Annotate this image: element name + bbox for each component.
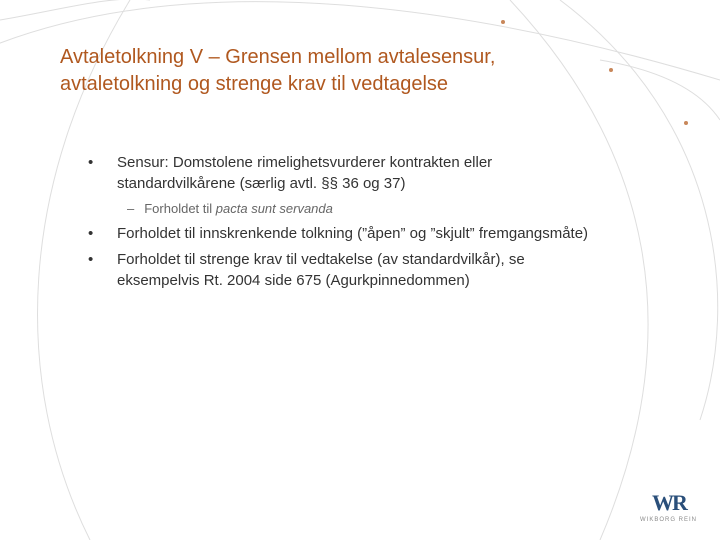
company-logo xyxy=(640,490,710,530)
logo-text: WIKBORG REIN xyxy=(640,517,698,523)
sub-bullet-marker: – xyxy=(127,201,135,216)
decor-dot xyxy=(684,121,688,125)
bullet-marker: • xyxy=(88,251,94,268)
decor-dot xyxy=(501,20,505,24)
bullet-text xyxy=(117,223,588,244)
slide-title xyxy=(60,44,680,98)
bullet-marker: • xyxy=(88,154,94,171)
logo-mark: WR xyxy=(652,490,686,515)
bullet-text xyxy=(117,152,492,194)
bullet-line: Forholdet til strenge krav til vedtakelse (av standardvilkår), se xyxy=(117,251,525,268)
sub-bullet-item xyxy=(127,200,333,217)
decor-arc xyxy=(0,0,150,20)
title-line: avtaletolkning og strenge krav til vedtagelse xyxy=(60,73,449,95)
bullet-line: eksempelvis Rt. 2004 side 675 (Agurkpinnedommen) xyxy=(117,272,470,289)
bullet-line: Sensur: Domstolene rimelighetsvurderer kontrakten eller xyxy=(117,154,493,171)
title-line: Avtaletolkning V – Grensen mellom avtalesensur, xyxy=(60,46,496,68)
bullet-line: Forholdet til innskrenkende tolkning (”åpen” og ”skjult” fremgangsmåte) xyxy=(117,225,589,242)
sub-bullet-text: Forholdet til xyxy=(144,201,216,216)
bullet-line: standardvilkårene (særlig avtl. §§ 36 og 37) xyxy=(117,175,406,192)
bullet-text xyxy=(117,249,525,291)
sub-bullet-emphasis: pacta sunt servanda xyxy=(215,201,333,216)
bullet-marker: • xyxy=(88,225,94,242)
